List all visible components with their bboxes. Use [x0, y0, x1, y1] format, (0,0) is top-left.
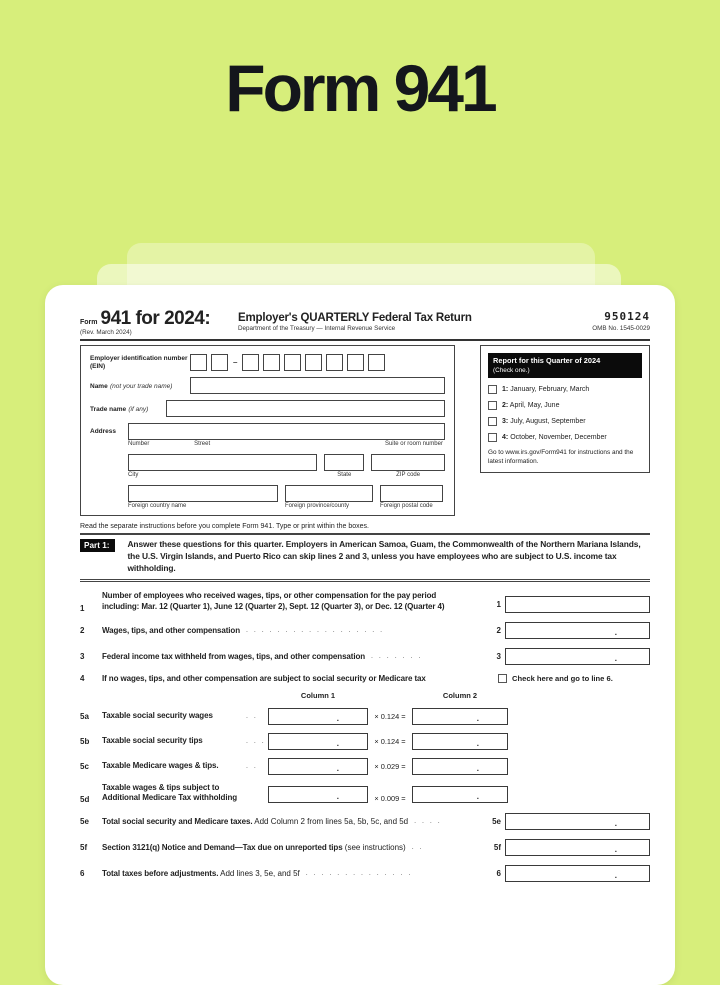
read-instructions-note: Read the separate instructions before you complete Form 941. Type or print within the boxes.: [80, 523, 369, 530]
line-6: [80, 865, 650, 882]
zip-label: ZIP code: [396, 472, 421, 478]
checkbox-quarter-1[interactable]: [488, 385, 497, 394]
line-1-input-box[interactable]: [505, 596, 650, 613]
foreign-postal-label: Foreign postal code: [380, 503, 433, 509]
line-4-check-label: Check here and go to line 6.: [512, 673, 613, 683]
line-5f-dot-leader: . .: [411, 843, 424, 851]
line-5c-label: Taxable Medicare wages & tips.: [102, 761, 219, 771]
line-3-entry: [488, 648, 650, 665]
decimal-point: .: [614, 844, 617, 854]
line-5b-number: 5b: [80, 736, 90, 746]
line-1-entry: [488, 596, 650, 613]
form-header-center: [238, 309, 558, 332]
foreign-address-row: [128, 485, 445, 509]
address-number-label: Number: [128, 441, 150, 447]
line-5f-box-label: 5f: [493, 842, 501, 852]
address-block: [90, 423, 445, 447]
zip-field[interactable]: [371, 454, 445, 471]
line-6-entry: [488, 865, 650, 882]
city-state-zip-row: [128, 454, 445, 478]
ein-digit-box[interactable]: [305, 354, 322, 371]
name-field[interactable]: [190, 377, 445, 394]
line-3-dot-leader: . . . . . . .: [371, 652, 423, 660]
line-6-dot-leader: . . . . . . . . . . . . . .: [305, 869, 413, 877]
decimal-point: .: [476, 713, 479, 723]
line-4-entry: [498, 674, 650, 683]
top-section: [80, 345, 650, 516]
line-3-text: Federal income tax withheld from wages, tips, and other compensation: [102, 651, 366, 661]
line-5e-box-label: 5e: [492, 816, 501, 826]
line-5e-entry: [488, 813, 650, 830]
quarter-option-3: 3: July, August, September: [488, 417, 642, 426]
line-5a-column2-box[interactable]: [412, 708, 508, 725]
quarter-option-4: 4: October, November, December: [488, 433, 642, 442]
decimal-point: .: [336, 738, 339, 748]
quarter-goto-note: Go to www.irs.gov/Form941 for instructions and the latest information.: [488, 448, 634, 465]
checkbox-quarter-3[interactable]: [488, 417, 497, 426]
quarter-box-title: Report for this Quarter of 2024: [493, 356, 601, 365]
city-field[interactable]: [128, 454, 317, 471]
state-label: State: [337, 472, 352, 478]
line-5b-dots: . . .: [246, 737, 266, 745]
line-3-box-label: 3: [496, 651, 501, 661]
line-5b-label: Taxable social security tips: [102, 736, 203, 746]
foreign-province-field[interactable]: [285, 485, 373, 502]
part1-label: Part 1:: [80, 539, 115, 552]
line-4: [80, 674, 650, 683]
form-word: Form: [80, 319, 98, 326]
line-5a-multiplier: × 0.124 =: [374, 711, 406, 721]
foreign-postal-field[interactable]: [380, 485, 443, 502]
line-4-text: If no wages, tips, and other compensation are subject to social security or Medicare tax: [102, 673, 426, 683]
line-5c-dots: . .: [246, 762, 258, 770]
line-2-entry: [488, 622, 650, 639]
line-6-number: 6: [80, 868, 85, 878]
decimal-point: .: [476, 763, 479, 773]
decimal-point: .: [614, 870, 617, 880]
line-5c-column2-box[interactable]: [412, 758, 508, 775]
part1-band: [80, 533, 650, 582]
line-5f: [80, 839, 650, 856]
line-2-input-box[interactable]: [505, 622, 650, 639]
trade-name-label: Trade name (if any): [90, 406, 149, 413]
line-5c-column1-box[interactable]: [268, 758, 368, 775]
line-6-input-box[interactable]: [505, 865, 650, 882]
line-5a-number: 5a: [80, 711, 89, 721]
foreign-country-label: Foreign country name: [128, 503, 187, 509]
decimal-point: .: [336, 713, 339, 723]
form-revision: (Rev. March 2024): [80, 329, 132, 336]
checkbox-quarter-4[interactable]: [488, 433, 497, 442]
line-2-box-label: 2: [496, 625, 501, 635]
line-5e: [80, 813, 650, 830]
quarter-box-header: [488, 353, 642, 378]
ein-digit-box[interactable]: [326, 354, 343, 371]
column-1-header: Column 1: [300, 690, 336, 700]
decimal-point: .: [614, 818, 617, 828]
line-5e-number: 5e: [80, 816, 89, 826]
line-5e-text: Total social security and Medicare taxes. Add Column 2 from lines 5a, 5b, 5c, and 5d: [102, 816, 409, 826]
form-header: [80, 309, 650, 341]
line-5b-column2-box[interactable]: [412, 733, 508, 750]
column-headers: [80, 691, 650, 700]
page-title: Form 941: [225, 51, 495, 125]
ein-digit-box[interactable]: [190, 354, 207, 371]
ein-digit-box[interactable]: [263, 354, 280, 371]
form-ocr-code: 950124: [604, 310, 650, 323]
address-label: Address: [90, 428, 117, 435]
column-2-header: Column 2: [442, 690, 478, 700]
address-street-label: Street: [194, 441, 211, 447]
line-5a-column1-box[interactable]: [268, 708, 368, 725]
checkbox-quarter-2[interactable]: [488, 401, 497, 410]
decimal-point: .: [476, 791, 479, 801]
ein-digit-box[interactable]: [242, 354, 259, 371]
quarter-box: [480, 345, 650, 473]
form-941-document: [80, 309, 650, 882]
part1-text: Answer these questions for this quarter. Employers in American Samoa, Guam, the Commonwealth of the Northern Mariana Islands, the U.S. Virgin Islands, and Puerto Rico can skip lines 2 and 3, unless you have employees who are subject to U.S. income tax withholding.: [127, 539, 641, 573]
line-5d: [80, 783, 650, 804]
line-1-number: 1: [80, 603, 85, 613]
line-5f-number: 5f: [80, 842, 88, 852]
ein-digit-box[interactable]: [368, 354, 385, 371]
line-5a-label: Taxable social security wages: [102, 711, 213, 721]
form-header-left: [80, 309, 238, 336]
form-number: 941 for 2024:: [100, 308, 211, 329]
line-5d-number: 5d: [80, 794, 90, 804]
line-5d-multiplier: × 0.009 =: [374, 793, 406, 803]
line-4-number: 4: [80, 673, 85, 683]
state-field[interactable]: [324, 454, 364, 471]
line-5b-multiplier: × 0.124 =: [374, 736, 406, 746]
foreign-province-label: Foreign province/county: [285, 503, 350, 509]
line-5e-dot-leader: . . . .: [414, 817, 442, 825]
ein-label: Employer identification number (EIN): [90, 355, 188, 370]
line-5a-dots: . .: [246, 712, 258, 720]
form-subtitle: Employer's QUARTERLY Federal Tax Return: [238, 312, 472, 324]
line-3: [80, 648, 650, 665]
ein-digit-boxes: [190, 354, 445, 371]
line-6-text: Total taxes before adjustments. Add lines 3, 5e, and 5f: [102, 868, 300, 878]
line-5d-label: Taxable wages & tips subject to Additional Medicare Tax withholding: [102, 782, 238, 803]
address-street-field[interactable]: [128, 423, 445, 440]
line-1-box-label: 1: [496, 599, 501, 609]
line-2-number: 2: [80, 625, 85, 635]
identity-box: [80, 345, 455, 516]
line-5c-multiplier: × 0.029 =: [374, 761, 406, 771]
decimal-point: .: [476, 738, 479, 748]
checkbox-line-4[interactable]: [498, 674, 507, 683]
line-5c-number: 5c: [80, 761, 89, 771]
name-row: [90, 377, 445, 394]
ein-digit-box[interactable]: [211, 354, 228, 371]
decimal-point: .: [336, 763, 339, 773]
line-1: [80, 591, 650, 613]
decimal-point: .: [614, 627, 617, 637]
address-suite-label: Suite or room number: [384, 441, 443, 447]
line-5d-column1-box[interactable]: [268, 786, 368, 803]
line-5c: [80, 758, 650, 775]
decimal-point: .: [336, 791, 339, 801]
line-1-text: Number of employees who received wages, tips, or other compensation for the pay period including: Mar. 12 (Quarter 1), June 12 (Quarter 2), Sept. 12 (Quarter 3), or Dec. 12 (Quarter 4): [102, 591, 445, 612]
quarter-option-1: 1: January, February, March: [488, 385, 642, 394]
name-label: Name (not your trade name): [90, 383, 173, 390]
foreign-country-field[interactable]: [128, 485, 278, 502]
line-5b: [80, 733, 650, 750]
trade-name-row: [90, 400, 445, 417]
line-5f-input-box[interactable]: [505, 839, 650, 856]
decimal-point: .: [614, 653, 617, 663]
form-department: Department of the Treasury — Internal Revenue Service: [238, 325, 396, 332]
form-header-right: [558, 309, 650, 332]
line-6-box-label: 6: [496, 868, 501, 878]
line-5e-input-box[interactable]: [505, 813, 650, 830]
ein-row: [90, 354, 445, 371]
form-941-card: [45, 285, 675, 985]
line-3-number: 3: [80, 651, 85, 661]
ein-dash: –: [233, 358, 238, 367]
line-2: [80, 622, 650, 639]
quarter-check-one: (Check one.): [493, 366, 530, 374]
form-omb-number: OMB No. 1545-0029: [592, 325, 650, 332]
quarter-option-2: 2: April, May, June: [488, 401, 642, 410]
ein-digit-box[interactable]: [284, 354, 301, 371]
line-5d-column2-box[interactable]: [412, 786, 508, 803]
line-5b-column1-box[interactable]: [268, 733, 368, 750]
city-label: City: [128, 472, 139, 478]
line-5f-text: Section 3121(q) Notice and Demand—Tax due on unreported tips (see instructions): [102, 842, 406, 852]
line-3-input-box[interactable]: [505, 648, 650, 665]
ein-digit-box[interactable]: [347, 354, 364, 371]
line-2-text: Wages, tips, and other compensation: [102, 625, 241, 635]
trade-name-field[interactable]: [166, 400, 445, 417]
line-2-dot-leader: . . . . . . . . . . . . . . . . . .: [246, 626, 385, 634]
line-5f-entry: [488, 839, 650, 856]
line-5a: [80, 708, 650, 725]
